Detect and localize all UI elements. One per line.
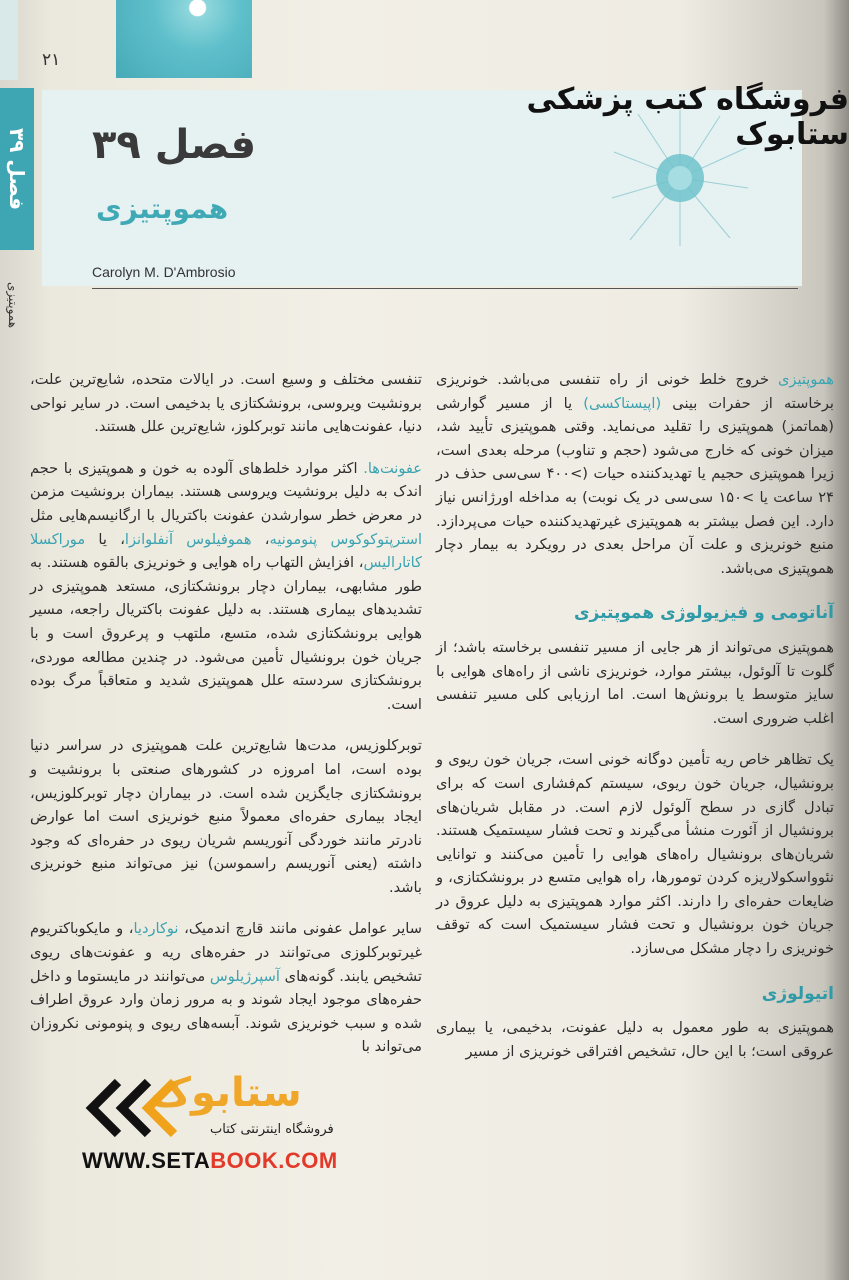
heading-etiology: اتیولوژی (761, 983, 834, 1004)
watermark-url-part-1: WWW.SETA (82, 1148, 211, 1173)
keyword-hemoptysis: هموپتیزی (777, 371, 834, 388)
intro-paragraph (436, 368, 834, 580)
running-title: هموپتیزی (6, 282, 20, 329)
watermark-url (82, 1148, 338, 1174)
other-infections-paragraph (30, 917, 422, 1059)
keyword-haemophilus: هموفیلوس آنفلوانزا (124, 530, 252, 548)
chapter-cover-image (116, 0, 252, 78)
chapter-subtitle: هموپتیزی (96, 192, 229, 225)
separator-2: ، یا (85, 530, 125, 548)
intro-text-2: یا از مسیر گوارشی (هماتمز) هموپتیزی را تقلید می‌نماید. وقتی هموپتیزی تأیید شد، میزان خونی که خارج می‌شود (حجم و تناوب) مرحله بعدی است، زیرا هموپتیزی حجیم یا تهدیدکننده حیات (>۴۰۰ سی‌سی حذف در ۲۴ ساعت یا >۱۵۰ سی‌سی در یک نوبت) به مداخله اورژانس نیاز دارد. این فصل بیشتر به هموپتیزی غیرتهدیدکننده حیات می‌پردازد. منبع خونریزی و علت آن مراحل بعدی در رویکرد به بیمار دچار هموپتیزی می‌باشد. (436, 394, 834, 577)
anatomy-paragraph-1: هموپتیزی می‌تواند از هر جایی از مسیر تنفسی برخاسته باشد؛ از گلوت تا آلوئول، بیشتر موارد، خونریزی ناشی از راه‌های هوایی با سایز متوسط یا برونش‌ها است. اما ارزیابی کلی مسیر تنفسی اغلب ضروری است. (436, 638, 834, 727)
watermark-url-part-2: BOOK.COM (210, 1148, 338, 1173)
other-text-2: ، و مایکوباکتریوم غیرتوبرکلوزی می‌توانند در حفره‌های ریه و عفونت‌های ریوی تشخیص یابند. گونه‌های (30, 920, 422, 985)
separator-1: ، (251, 530, 270, 548)
watermark-brand: ستابوک (150, 1070, 302, 1116)
right-column (436, 368, 834, 1081)
tuberculosis-paragraph: توبرکلوزیس، مدت‌ها شایع‌ترین علت هموپتیزی در سراسر دنیا بوده است، اما امروزه در کشورهای صنعتی با برونشیت و برونشکتازی جایگزین شده است. در بیماران دچار توبرکلوزیس، ایجاد بیماری حفره‌ای معمولاً منبع خونریزی است اما عوارض نادرتر مانند خوردگی آنوریسم شریان ریوی در حفره‌ای که وجود داشته (یعنی آنوریسم راسموسن) نیز می‌تواند منبع خونریزی باشد. (30, 737, 422, 896)
heading-anatomy: آناتومی و فیزیولوژی هموپتیزی (573, 603, 834, 624)
etiology-paragraph-1: هموپتیزی به طور معمول به دلیل عفونت، بدخیمی، یا بیماری عروقی است؛ با این حال، تشخیص افتراقی خونریزی از مسیر (436, 1019, 834, 1060)
intro-text-1: خروج خلط خونی از راه تنفسی می‌باشد. خونریزی برخاسته از حفرات بینی (436, 371, 834, 412)
other-text-3: می‌توانند در مایستوما و داخل حفره‌های موجود ایجاد شوند و به مرور زمان وارد عروق اطراف شده و سبب خونریزی شوند. آبسه‌های ریوی و پنومونی نکروزان می‌تواند با (30, 967, 422, 1056)
side-tab-label: فصل ۳۹ (5, 127, 29, 211)
chapter-side-tab (0, 88, 34, 250)
chapter-author: Carolyn M. D'Ambrosio (92, 264, 236, 280)
shop-banner: فروشگاه کتب پزشکی ستابوک (526, 82, 849, 152)
keyword-aspergillus: آسپرژیلوس (209, 967, 280, 985)
keyword-moraxella: موراکسلا کاتارالیس (30, 530, 422, 572)
keyword-strep: استرپتوکوکوس پنومونیه (269, 530, 422, 548)
left-paragraph-1: تنفسی مختلف و وسیع است. در ایالات متحده، شایع‌ترین علت، برونشیت ویروسی، برونشکتازی یا بدخیمی است. در سایر نواحی دنیا، عفونت‌هایی مانند توبرکلوز، شایع‌ترین علل هستند. (30, 371, 422, 436)
left-column (30, 368, 422, 1077)
infections-paragraph (30, 457, 422, 717)
infections-text-2: ، افزایش التهاب راه هوایی و خونریزی بالقوه هستند. به طور مشابهی، بیماران دچار برونشکتازی، مستعد هموپتیزی در تشدیدهای بیماری هستند. به دلیل عفونت باکتریال راجعه، مسیر هوایی برونشکتازی شده، متسع، ملتهب و پرعروق است و با جریان خون برونشیال تأمین می‌شود. در چندین مطالعه موردی، برونشکتازی سردسته علل هموپتیزی شدید و متعاقباً مرگ بوده است. (30, 554, 422, 713)
page-number: ۲۱ (42, 50, 61, 70)
anatomy-paragraph-2: یک تظاهر خاص ریه تأمین دوگانه خونی است، جریان خون ریوی و برونشیال، جریان خون ریوی، سیستم کم‌فشاری است که برای تبادل گازی در سطح آلوئول لازم است. در مقابل شریان‌های برونشیال از آئورت منشأ می‌گیرند و تحت فشار سیستمیک هستند. شریان‌های برونشیال راه‌های هوایی را تأمین می‌کنند و توانایی نئوواسکولاریزه کردن تومورها، راه هوایی متسع در برونشکتازی، و ضایعات حفره‌ای را دارند. اکثر موارد هموپتیزی به دلیل عروق در جریان خون برونشیال و تحت فشار سیستمیک است که توقف خونریزی را دچار مشکل می‌سازد. (436, 751, 834, 958)
keyword-epistaxis: (اپیستاکسی) (583, 394, 662, 412)
other-text-1: سایر عوامل عفونی مانند قارچ اندمیک، (178, 920, 422, 938)
infections-text-1: اکثر موارد خلط‌های آلوده به خون و هموپتیزی با حجم اندک به دلیل برونشیت ویروسی هستند. بیماران برونشیت مزمن در معرض خطر سوارشدن عفونت باکتریال با ارگانیسم‌هایی مثل (30, 459, 422, 524)
top-left-image-strip (0, 0, 18, 80)
heading-infections: عفونت‌ها. (363, 459, 422, 477)
header-divider (92, 288, 798, 289)
watermark-tagline: فروشگاه اینترنتی کتاب (210, 1122, 334, 1137)
keyword-nocardia: نوکاردیا (133, 920, 179, 938)
chapter-title: فصل ۳۹ (92, 122, 257, 168)
